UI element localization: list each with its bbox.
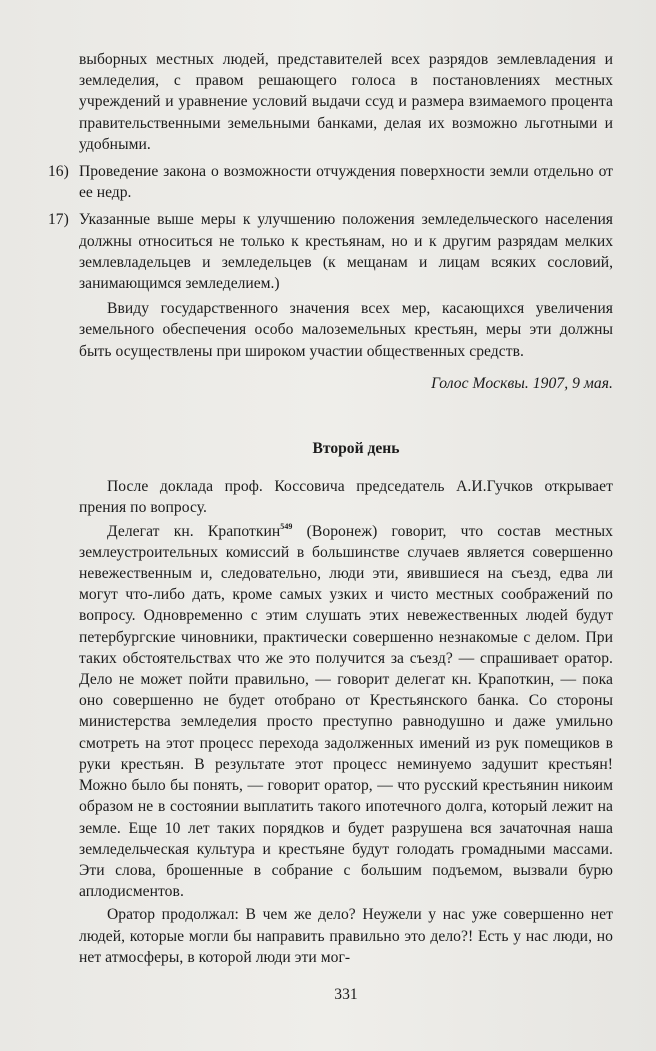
list-item-number: 17): [48, 211, 69, 229]
list-item-number: 16): [48, 163, 69, 181]
page-number: 331: [334, 986, 358, 1003]
list-item-16: [48, 161, 613, 203]
list-item-17: [48, 209, 613, 294]
paragraph-continued: Оратор продолжал: В чем же дело? Неужели у нас уже совершенно нет людей, которые могли бы направить правильно это дело?! Есть у нас люди, но нет атмосферы, в которой люди эти мог-: [79, 906, 613, 966]
paragraph-kropotkin-body: (Воронеж) говорит, что состав местных землеустроительных комиссий в большинстве случаев является совершенно невежественным и, следовательно, люди эти, явившиеся на съезд, едва ли могут что-либо дать, кроме самых узких и чисто местных соображений по вопросу. Одновременно с этим слушать этих невежественных людей будут петербургские чиновники, практически совершенно незнакомые с делом. При таких обстоятельствах что же это получится за съезд? — спрашивает оратор. Дело не может пойти правильно, — говорит делегат кн. Крапоткин, — пока оно совершенно не будет отобрано от Крестьянского банка. Со стороны министерства земледелия просто преступно равнодушно и даже умильно смотреть на этот процесс перехода задолженных имений из рук помещиков в руки крестьян. В результате этот процесс неминуемо задушит крестьян! Можно было бы понять, — говорит оратор, — что русский крестьянин никоим образом не в состоянии выплатить такого ипотечного долга, который лежит на земле. Еще 10 лет таких порядков и будет разрушена вся зачаточная наша земледельческая культура и крестьяне будут голодать громадными массами. Эти слова, брошенные в собрание с большим подъемом, вызвали бурю аплодисментов.: [79, 522, 613, 901]
list-item-text: Указанные выше меры к улучшению положения земледельческого населения должны относиться не только к крестьянам, но и к другим разрядам мелких землевладельцев и земледельцев (к мещанам и лицам всяких сословий, занимающимся земледелием.): [79, 211, 613, 293]
list-item-text: Проведение закона о возможности отчуждения поверхности земли отдельно от ее недр.: [79, 163, 613, 202]
paragraph-kropotkin: [79, 521, 613, 903]
list-continuation: выборных местных людей, представителей всех разрядов землевладения и земледелия, с правом решающего голоса в постановлениях местных учреждений и уравнение условий выдачи ссуд и размера взимаемого процента правительственными земельными банками, делая их возможно льготными и удобными.: [79, 51, 613, 153]
source-citation: Голос Москвы. 1907, 9 мая.: [431, 374, 613, 392]
footnote-marker: 549: [280, 521, 293, 531]
conclusion-paragraph: Ввиду государственного значения всех мер, касающихся увеличения земельного обеспечения особо малоземельных крестьян, меры эти должны быть осуществлены при широком участии общественных средств.: [79, 300, 613, 360]
section-title: Второй день: [312, 440, 400, 458]
paragraph-opening: После доклада проф. Коссовича председатель А.И.Гучков открывает прения по вопросу.: [79, 478, 613, 517]
paragraph-kropotkin-lead: Делегат кн. Крапоткин: [107, 522, 281, 540]
